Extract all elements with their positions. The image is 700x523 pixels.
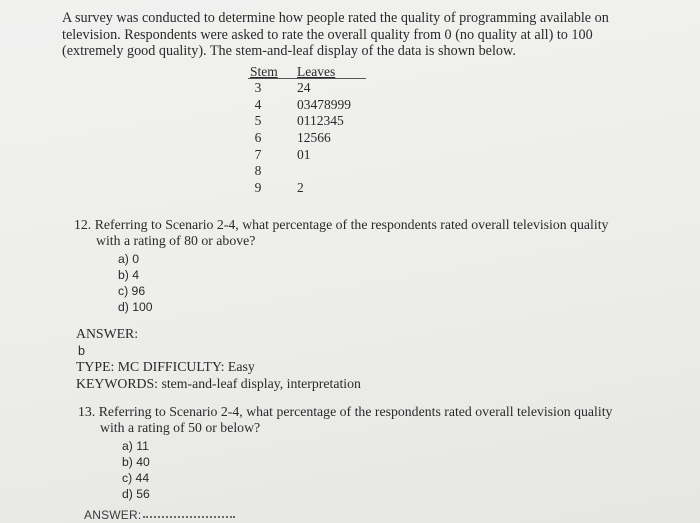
question-13-options — [78, 438, 612, 502]
answer-block-12 — [76, 326, 361, 392]
leaf-values: 01 — [297, 146, 311, 162]
leaf-values: 24 — [297, 80, 311, 95]
leaf-values: 12566 — [297, 130, 331, 146]
stem-value: 9 — [254, 180, 262, 196]
question-12 — [74, 217, 608, 315]
option-c: c) 96 — [118, 284, 146, 298]
leaf-values: 0112345 — [297, 113, 344, 129]
leaf-values: 03478999 — [297, 96, 351, 112]
stem-header: Stem — [250, 64, 278, 79]
intro-line-3: (extremely good quality). The stem-and-leaf display of the data is shown below. — [62, 43, 516, 59]
stem-value: 3 — [254, 80, 262, 95]
stem-value: 4 — [254, 96, 262, 112]
header-rule — [248, 78, 366, 79]
question-12-options — [74, 251, 608, 315]
option-c: c) 44 — [122, 471, 150, 485]
answer-block-13 — [84, 508, 235, 522]
question-13-line-2: with a rating of 50 or below? — [100, 420, 261, 435]
question-13 — [78, 404, 612, 502]
intro-line-2: television. Respondents were asked to rate the overall quality from 0 (no quality at all) to 100 — [62, 26, 593, 43]
scenario-intro — [62, 10, 682, 60]
leaf-values: 2 — [297, 180, 304, 196]
leaves-header: Leaves — [297, 64, 336, 79]
stem-value: 8 — [254, 163, 262, 179]
answer-label: ANSWER: — [84, 508, 142, 522]
answer-value: b — [78, 343, 85, 358]
question-12-line-2: with a rating of 80 or above? — [96, 233, 256, 248]
option-a: a) 0 — [118, 252, 140, 266]
option-b: b) 40 — [122, 455, 150, 469]
question-12-line-1: 12. Referring to Scenario 2-4, what percentage of the respondents rated overall television quality — [74, 217, 609, 232]
option-d: d) 56 — [122, 487, 150, 501]
stem-value: 6 — [254, 130, 262, 146]
stem-value: 7 — [254, 146, 262, 162]
question-13-line-1: 13. Referring to Scenario 2-4, what percentage of the respondents rated overall television quality — [78, 404, 613, 419]
option-d: d) 100 — [118, 300, 153, 314]
dotted-leader — [143, 513, 235, 518]
option-a: a) 11 — [122, 439, 149, 453]
answer-label: ANSWER: — [76, 326, 139, 341]
intro-line-1: A survey was conducted to determine how people rated the quality of programming available on — [62, 10, 609, 26]
type-difficulty-line: TYPE: MC DIFFICULTY: Easy — [76, 359, 255, 374]
keywords-line: KEYWORDS: stem-and-leaf display, interpretation — [76, 375, 361, 391]
stem-value: 5 — [254, 113, 262, 129]
option-b: b) 4 — [118, 268, 140, 282]
